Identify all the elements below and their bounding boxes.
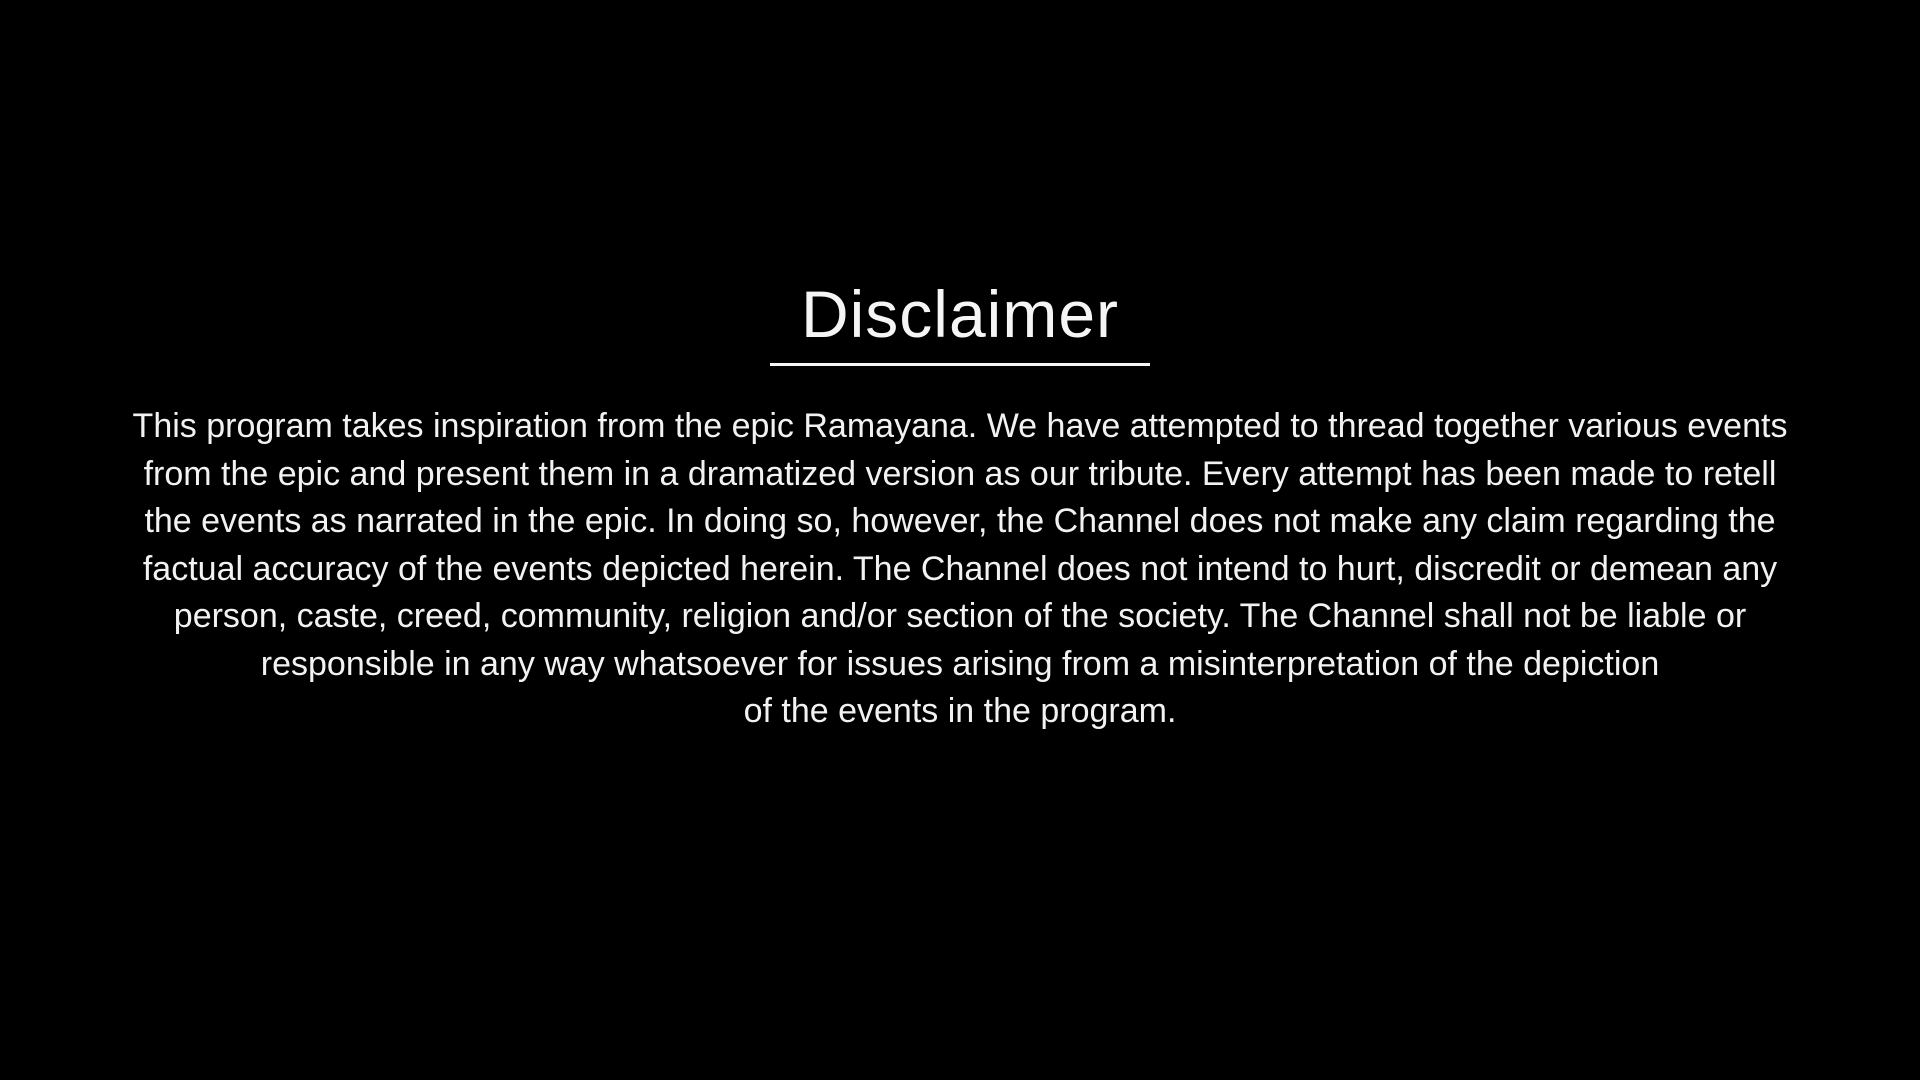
disclaimer-line: responsible in any way whatsoever for issues arising from a misinterpretation of the depiction [260, 644, 1660, 683]
disclaimer-line: This program takes inspiration from the epic Ramayana. We have attempted to thread together various events [132, 407, 1788, 445]
disclaimer-line: the events as narrated in the epic. In doing so, however, the Channel does not make any claim regarding the [144, 502, 1776, 540]
disclaimer-line: person, caste, creed, community, religion and/or section of the society. The Channel shall not be liable or [173, 597, 1747, 635]
disclaimer-title: Disclaimer [800, 277, 1120, 351]
disclaimer-line: of the events in the program. [743, 692, 1177, 730]
disclaimer-body [80, 403, 1840, 736]
title-underline [770, 363, 1150, 366]
disclaimer-line: factual accuracy of the events depicted herein. The Channel does not intend to hurt, discredit or demean any [142, 549, 1778, 588]
disclaimer-line: from the epic and present them in a dramatized version as our tribute. Every attempt has been made to retell [143, 454, 1777, 493]
